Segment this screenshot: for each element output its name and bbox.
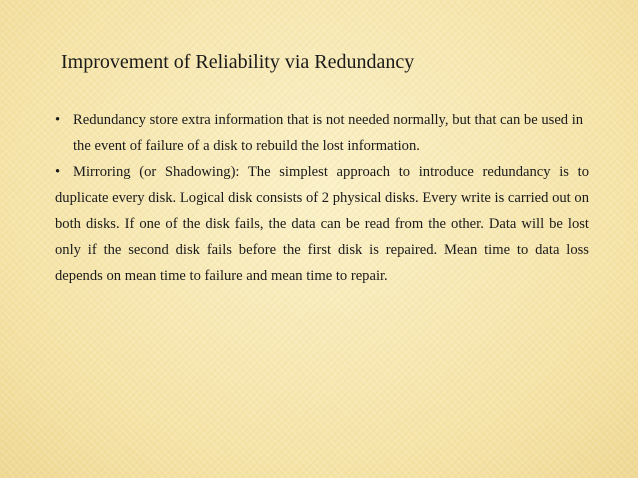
bullet-point-mirroring <box>55 159 589 289</box>
slide-body <box>55 107 589 289</box>
bullet-icon: • <box>55 112 61 128</box>
bullet-point-redundancy <box>55 107 589 159</box>
bullet-text: Mirroring (or Shadowing): The simplest approach to introduce redundancy is to duplicate every disk. Logical disk consists of 2 physical disks. Every write is carried out on both disks. If one of the disk fails, the data can be read from the other. Data will be lost only if the second disk fails before the first disk is repaired. Mean time to data loss depends on mean time to failure and mean time to repair. <box>55 164 589 284</box>
bullet-text: Redundancy store extra information that is not needed normally, but that can be used in the event of failure of a disk to rebuild the lost information. <box>73 112 584 154</box>
bullet-icon: • <box>55 164 61 180</box>
slide-title: Improvement of Reliability via Redundancy <box>61 51 415 73</box>
